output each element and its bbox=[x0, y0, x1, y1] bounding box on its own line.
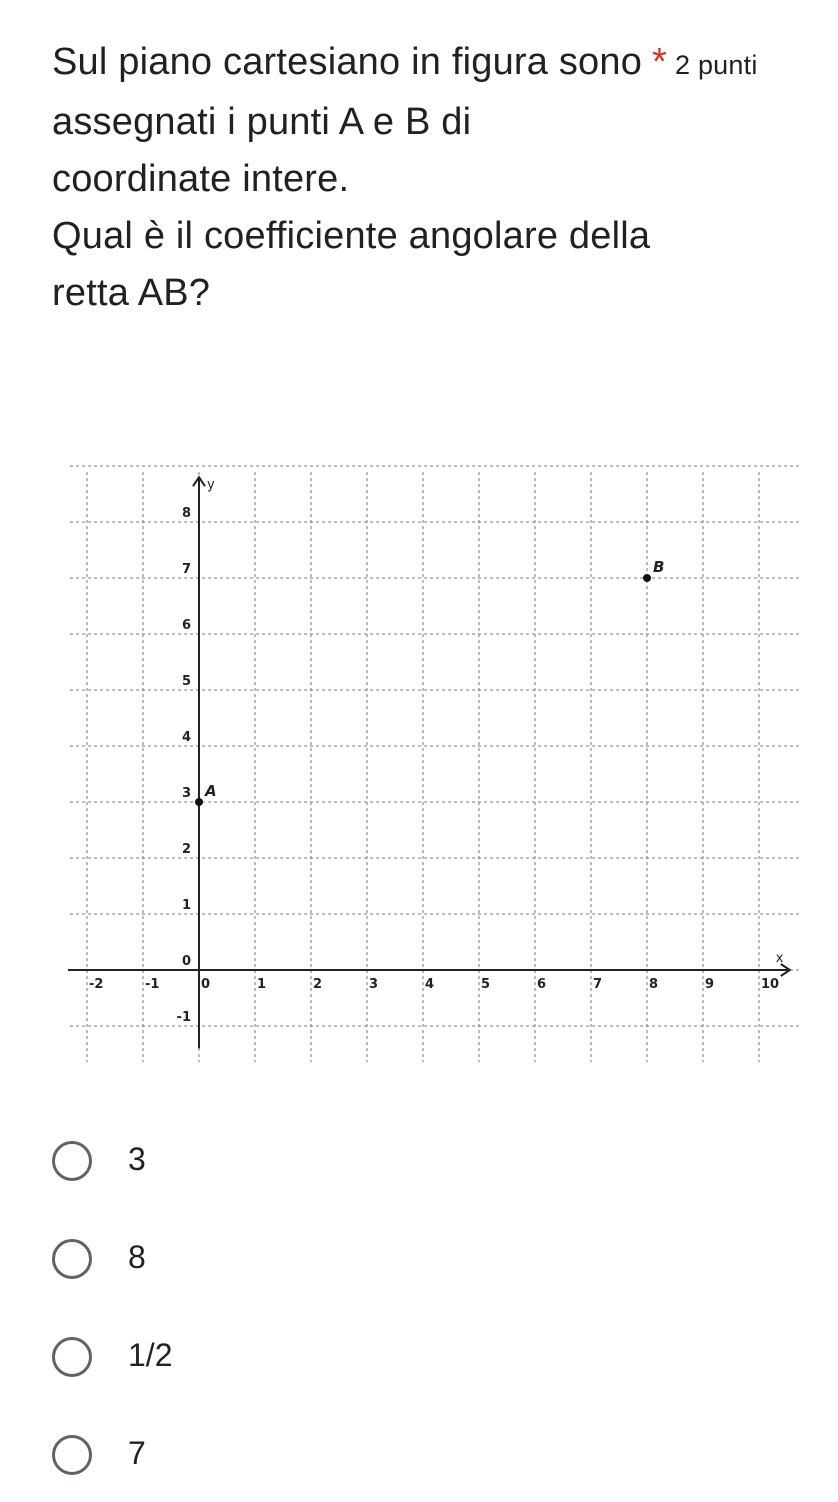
option-label: 7 bbox=[128, 1434, 146, 1471]
question-header bbox=[52, 34, 822, 94]
question-line-4: Qual è il coefficiente angolare della bbox=[52, 215, 651, 257]
y-tick-label: 8 bbox=[181, 506, 191, 521]
y-tick-label: 1 bbox=[181, 898, 191, 913]
x-tick-label: 10 bbox=[761, 977, 780, 992]
y-tick-label: 5 bbox=[181, 674, 191, 689]
y-tick-label: 2 bbox=[181, 842, 191, 857]
question-line-2: assegnati i punti A e B di bbox=[52, 101, 472, 143]
question-line-1: Sul piano cartesiano in figura sono bbox=[52, 41, 643, 83]
x-tick-label: 6 bbox=[537, 977, 547, 992]
x-tick-label: 1 bbox=[257, 977, 267, 992]
option-label: 8 bbox=[128, 1238, 146, 1275]
option-7[interactable] bbox=[52, 1404, 812, 1502]
x-tick-label: 2 bbox=[313, 977, 323, 992]
question-text bbox=[52, 34, 822, 322]
radio-button[interactable] bbox=[52, 1141, 92, 1181]
points-label: 2 punti bbox=[675, 50, 758, 80]
x-tick-label: -1 bbox=[145, 977, 160, 992]
y-tick-label: 0 bbox=[181, 954, 191, 969]
x-tick-label: 0 bbox=[201, 977, 211, 992]
cartesian-plane-figure bbox=[60, 462, 808, 1068]
radio-button[interactable] bbox=[52, 1435, 92, 1475]
point-a bbox=[195, 798, 203, 806]
question-line-5: retta AB? bbox=[52, 272, 211, 314]
x-tick-label: 8 bbox=[649, 977, 659, 992]
option-3[interactable] bbox=[52, 1110, 812, 1208]
x-tick-label: 9 bbox=[705, 977, 715, 992]
question-line-3: coordinate intere. bbox=[52, 158, 350, 200]
point-label-b: B bbox=[653, 558, 665, 576]
radio-button[interactable] bbox=[52, 1337, 92, 1377]
y-tick-label: 3 bbox=[181, 786, 191, 801]
radio-button[interactable] bbox=[52, 1239, 92, 1279]
x-axis-label: x bbox=[775, 951, 784, 966]
option-8[interactable] bbox=[52, 1208, 812, 1306]
answer-options bbox=[52, 1110, 812, 1502]
y-tick-label: 6 bbox=[181, 618, 191, 633]
x-tick-label: 3 bbox=[369, 977, 379, 992]
x-tick-label: -2 bbox=[89, 977, 104, 992]
cartesian-plane bbox=[60, 462, 808, 1068]
option-label: 1/2 bbox=[128, 1336, 173, 1373]
y-tick-label: -1 bbox=[176, 1010, 191, 1025]
y-tick-label: 4 bbox=[181, 730, 191, 745]
x-tick-label: 7 bbox=[593, 977, 603, 992]
option-label: 3 bbox=[128, 1140, 146, 1177]
point-b bbox=[643, 574, 651, 582]
y-axis-label: y bbox=[207, 477, 215, 493]
x-tick-label: 4 bbox=[425, 977, 435, 992]
point-label-a: A bbox=[205, 782, 217, 800]
option-1-2[interactable] bbox=[52, 1306, 812, 1404]
required-marker: * bbox=[652, 41, 668, 83]
y-tick-label: 7 bbox=[181, 562, 191, 577]
x-tick-label: 5 bbox=[481, 977, 491, 992]
